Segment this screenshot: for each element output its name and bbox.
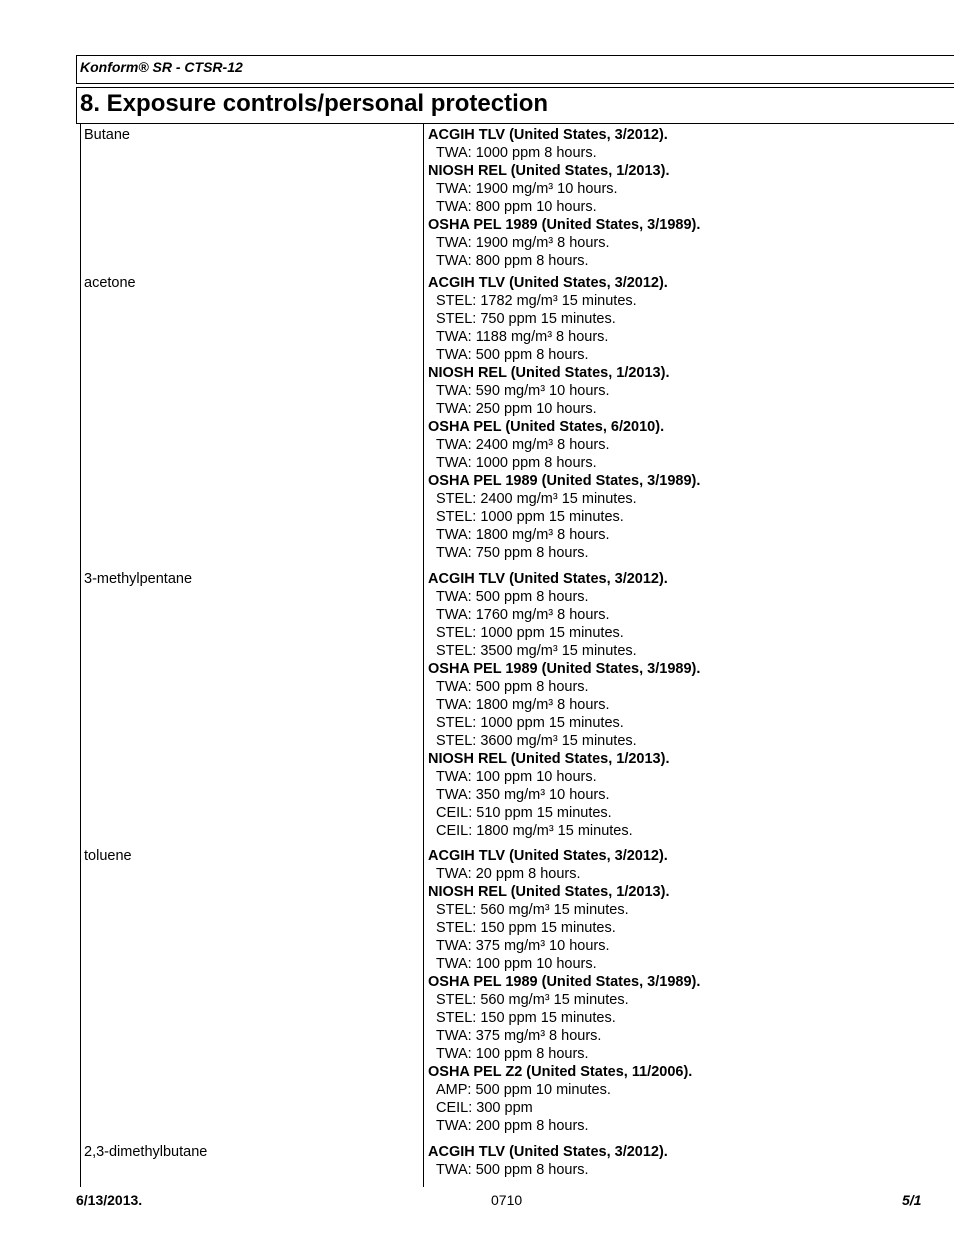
limit-value: TWA: 1900 mg/m³ 10 hours. [436, 181, 618, 197]
limit-standard: OSHA PEL 1989 (United States, 3/1989). [428, 661, 701, 677]
limit-value: STEL: 1000 ppm 15 minutes. [436, 625, 624, 641]
limit-group [428, 750, 700, 840]
limit-standard: ACGIH TLV (United States, 3/2012). [428, 848, 668, 864]
limit-value: TWA: 250 ppm 10 hours. [436, 401, 597, 417]
limit-group [428, 216, 700, 270]
limit-group [428, 472, 700, 562]
footer-code: 0710 [491, 1192, 523, 1208]
limit-value: TWA: 100 ppm 10 hours. [436, 769, 597, 785]
limit-group [428, 847, 700, 883]
substance-name: toluene [84, 848, 132, 864]
limit-value: TWA: 500 ppm 8 hours. [436, 589, 589, 605]
limit-value: STEL: 1000 ppm 15 minutes. [436, 509, 624, 525]
limit-value: TWA: 100 ppm 8 hours. [436, 1046, 589, 1062]
limit-value: TWA: 350 mg/m³ 10 hours. [436, 787, 610, 803]
limit-value: TWA: 500 ppm 8 hours. [436, 1162, 589, 1178]
limit-group [428, 973, 700, 1063]
exposure-limits [428, 847, 700, 1135]
limit-standard: ACGIH TLV (United States, 3/2012). [428, 275, 668, 291]
limit-standard: OSHA PEL (United States, 6/2010). [428, 419, 665, 435]
limit-value: TWA: 20 ppm 8 hours. [436, 866, 581, 882]
limit-value: TWA: 1800 mg/m³ 8 hours. [436, 527, 610, 543]
limit-value: STEL: 560 mg/m³ 15 minutes. [436, 992, 629, 1008]
footer-page-number: 5/1 [902, 1192, 922, 1208]
limit-group [428, 883, 700, 973]
exposure-limits [428, 570, 700, 840]
limit-value: CEIL: 510 ppm 15 minutes. [436, 805, 612, 821]
limit-standard: ACGIH TLV (United States, 3/2012). [428, 571, 668, 587]
limit-value: TWA: 800 ppm 8 hours. [436, 253, 589, 269]
footer-date: 6/13/2013. [76, 1192, 143, 1208]
limit-standard: NIOSH REL (United States, 1/2013). [428, 163, 670, 179]
limit-standard: ACGIH TLV (United States, 3/2012). [428, 127, 668, 143]
substance-name: Butane [84, 127, 130, 143]
document-title: Konform® SR - CTSR-12 [80, 59, 243, 75]
limit-value: TWA: 1188 mg/m³ 8 hours. [436, 329, 609, 345]
substance-name: 3-methylpentane [84, 571, 193, 587]
section-title: 8. Exposure controls/personal protection [80, 90, 549, 117]
limit-value: STEL: 1782 mg/m³ 15 minutes. [436, 293, 637, 309]
limit-value: TWA: 200 ppm 8 hours. [436, 1118, 589, 1134]
limit-value: TWA: 100 ppm 10 hours. [436, 956, 597, 972]
limit-value: TWA: 590 mg/m³ 10 hours. [436, 383, 610, 399]
limit-group [428, 274, 700, 364]
limit-value: STEL: 3600 mg/m³ 15 minutes. [436, 733, 637, 749]
limit-value: TWA: 1000 ppm 8 hours. [436, 145, 597, 161]
limit-group [428, 364, 700, 418]
limit-group [428, 660, 700, 750]
limit-standard: OSHA PEL Z2 (United States, 11/2006). [428, 1064, 693, 1080]
limit-standard: NIOSH REL (United States, 1/2013). [428, 751, 670, 767]
limit-group [428, 1143, 668, 1179]
limit-value: TWA: 375 mg/m³ 10 hours. [436, 938, 610, 954]
limit-group [428, 162, 700, 216]
substance-name: 2,3-dimethylbutane [84, 1144, 208, 1160]
limit-value: STEL: 560 mg/m³ 15 minutes. [436, 902, 629, 918]
limit-value: STEL: 1000 ppm 15 minutes. [436, 715, 624, 731]
limit-value: TWA: 1900 mg/m³ 8 hours. [436, 235, 610, 251]
limit-value: STEL: 750 ppm 15 minutes. [436, 311, 616, 327]
limit-group [428, 1063, 700, 1135]
substance-name: acetone [84, 275, 136, 291]
table-column-divider [423, 124, 424, 1187]
limit-group [428, 418, 700, 472]
limit-value: STEL: 150 ppm 15 minutes. [436, 920, 616, 936]
limit-value: CEIL: 300 ppm [436, 1100, 533, 1116]
exposure-limits [428, 1143, 668, 1179]
limit-standard: OSHA PEL 1989 (United States, 3/1989). [428, 974, 701, 990]
exposure-limits [428, 126, 700, 270]
limit-value: TWA: 750 ppm 8 hours. [436, 545, 589, 561]
limit-value: TWA: 1800 mg/m³ 8 hours. [436, 697, 610, 713]
limit-value: STEL: 2400 mg/m³ 15 minutes. [436, 491, 637, 507]
limit-value: TWA: 800 ppm 10 hours. [436, 199, 597, 215]
limit-group [428, 570, 700, 660]
limit-value: AMP: 500 ppm 10 minutes. [436, 1082, 611, 1098]
limit-value: TWA: 2400 mg/m³ 8 hours. [436, 437, 610, 453]
limit-value: TWA: 1760 mg/m³ 8 hours. [436, 607, 610, 623]
limit-value: TWA: 375 mg/m³ 8 hours. [436, 1028, 602, 1044]
limit-standard: NIOSH REL (United States, 1/2013). [428, 884, 670, 900]
limit-standard: ACGIH TLV (United States, 3/2012). [428, 1144, 668, 1160]
limit-standard: NIOSH REL (United States, 1/2013). [428, 365, 670, 381]
limit-value: STEL: 150 ppm 15 minutes. [436, 1010, 616, 1026]
limit-value: TWA: 500 ppm 8 hours. [436, 679, 589, 695]
limit-value: TWA: 1000 ppm 8 hours. [436, 455, 597, 471]
limit-value: STEL: 3500 mg/m³ 15 minutes. [436, 643, 637, 659]
table-left-border [80, 124, 81, 1187]
limit-group [428, 126, 700, 162]
limit-standard: OSHA PEL 1989 (United States, 3/1989). [428, 217, 701, 233]
exposure-limits [428, 274, 700, 562]
limit-value: TWA: 500 ppm 8 hours. [436, 347, 589, 363]
limit-value: CEIL: 1800 mg/m³ 15 minutes. [436, 823, 633, 839]
limit-standard: OSHA PEL 1989 (United States, 3/1989). [428, 473, 701, 489]
